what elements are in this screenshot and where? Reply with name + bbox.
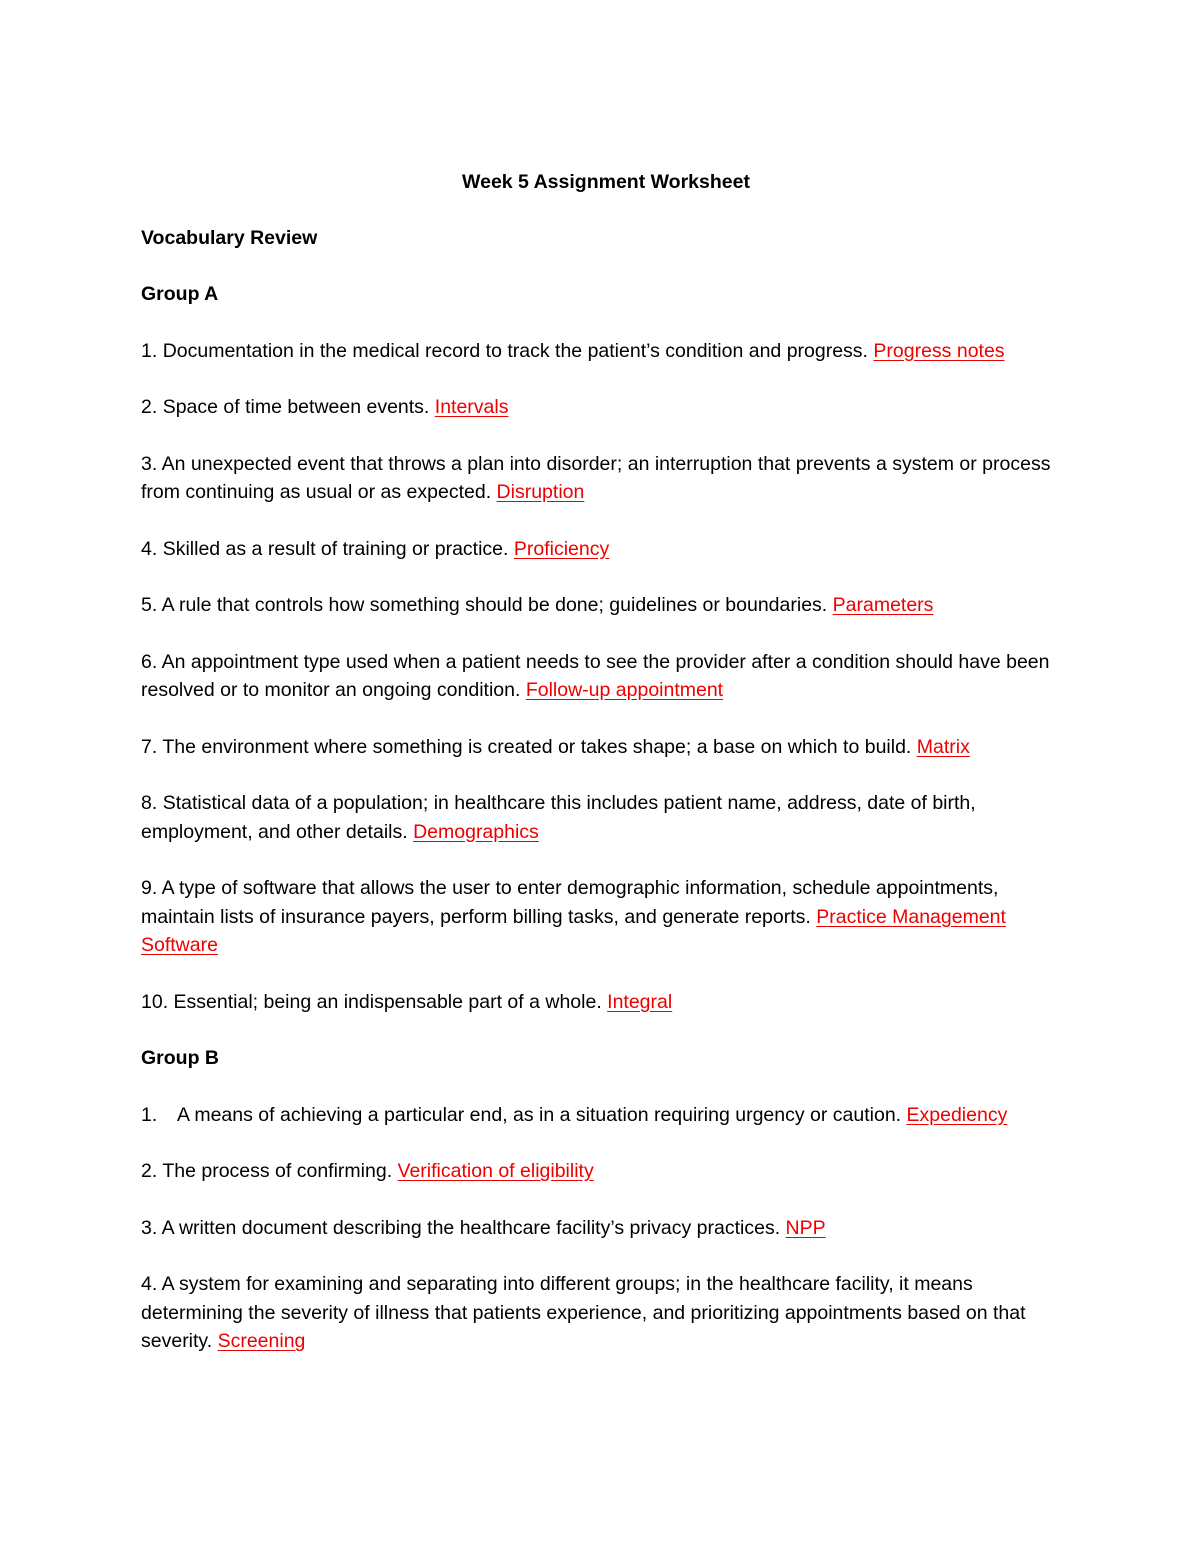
list-item: 10. Essential; being an indispensable part of a whole. Integral [141,990,673,1013]
answer: Verification of eligibility [397,1160,594,1182]
answer: Parameters [832,594,934,616]
list-item: 3. An unexpected event that throws a plan into disorder; an interruption that prevents a system or process from continuing as usual or as expected. Disruption [141,452,1051,503]
section-title: Vocabulary Review [141,226,318,249]
answer: Demographics [413,820,539,843]
answer: Expediency [906,1103,1008,1126]
list-item: 2. Space of time between events. Intervals [141,396,509,418]
list-item: 8. Statistical data of a population; in healthcare this includes patient name, address, date of birth, employment, and other details. Demographics [141,792,976,843]
document-page [141,168,1071,1384]
list-item: 5. A rule that controls how something should be done; guidelines or boundaries. Parameters [141,594,934,616]
list-item: 6. An appointment type used when a patient needs to see the provider after a condition should have been resolved or to monitor an ongoing condition. Follow-up appointment [141,650,1050,701]
group-b-heading: Group B [141,1047,219,1069]
list-item: 7. The environment where something is created or takes shape; a base on which to build. Matrix [141,735,970,758]
list-item: 9. A type of software that allows the user to enter demographic information, schedule appointments, maintain lists of insurance payers, perform billing tasks, and generate reports. Practice Management Software [141,877,1006,956]
answer: Matrix [916,735,970,758]
answer: Proficiency [513,537,610,560]
page-title: Week 5 Assignment Worksheet [462,171,750,193]
list-item: 4. Skilled as a result of training or practice. Proficiency [141,537,610,560]
answer: Practice Management Software [141,905,1006,956]
answer: NPP [785,1216,826,1239]
list-item: 1. A means of achieving a particular end, as in a situation requiring urgency or caution. Expediency [141,1103,1008,1126]
answer: Intervals [434,396,509,418]
answer: Follow-up appointment [525,679,724,701]
list-item: 3. A written document describing the healthcare facility’s privacy practices. NPP [141,1216,826,1239]
list-item: 1. Documentation in the medical record to track the patient’s condition and progress. Progress notes [141,339,1005,362]
answer: Progress notes [873,339,1005,362]
group-a-heading: Group A [141,283,219,305]
answer: Integral [607,990,673,1013]
answer: Screening [217,1330,306,1352]
answer: Disruption [496,481,585,503]
list-item: 4. A system for examining and separating into different groups; in the healthcare facility, it means determining the severity of illness that patients experience, and prioritizing appointments based on that severity. Screening [141,1273,1026,1352]
list-item: 2. The process of confirming. Verification of eligibility [141,1160,594,1182]
